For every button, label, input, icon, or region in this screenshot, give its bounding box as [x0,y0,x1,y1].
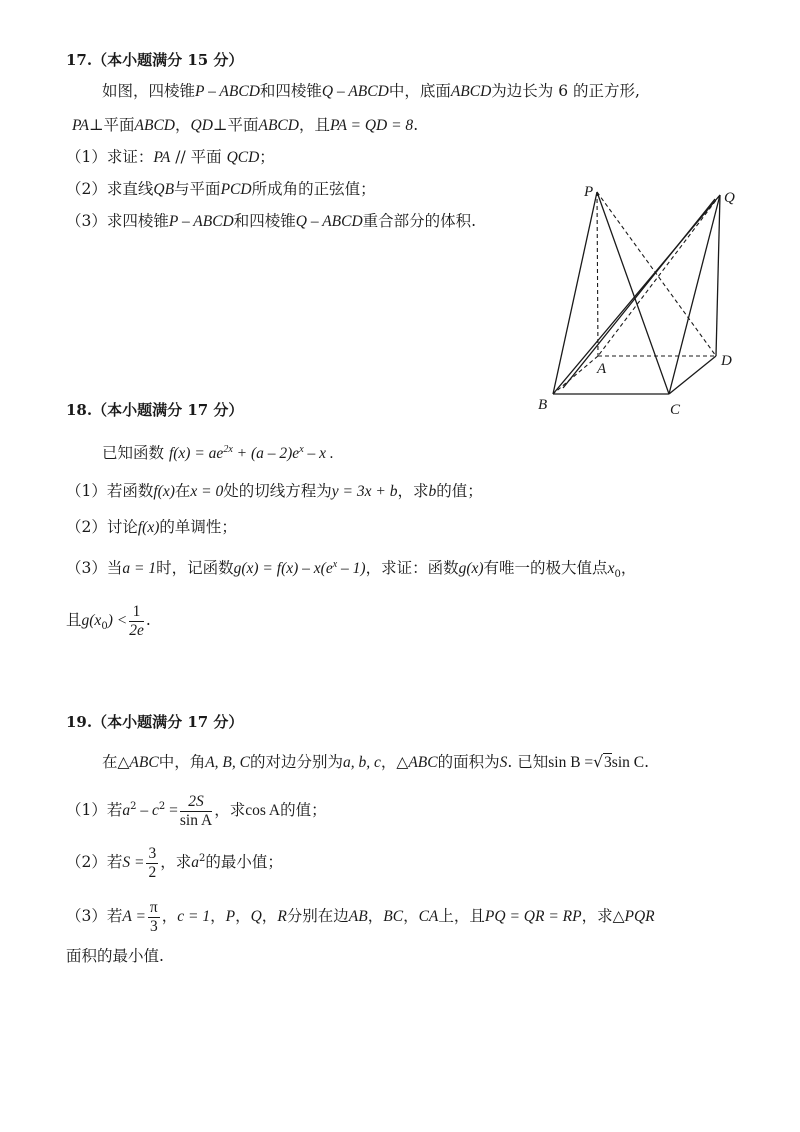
math: Q – ABCD [295,213,363,230]
math: AB [348,908,368,925]
q18-part2 [66,516,237,539]
q17-part2 [66,178,376,201]
q17-part3 [66,210,476,233]
text: 的对边分别为 [250,753,344,771]
text: 的值； [436,482,483,500]
text: 重合部分的体积. [362,212,477,230]
text: 处的切线方程为 [223,482,332,500]
text: 已知函数 [102,444,165,462]
math: A = [122,908,146,925]
math: P – ABCD [168,213,234,230]
math: = [165,802,178,819]
math: g(x) = f(x) – x(e [233,560,333,577]
edge-QB-parallel [563,199,715,388]
math: b [428,483,437,500]
function-expression [169,445,334,462]
math: – 1) [337,560,366,577]
text: 且 [66,611,82,629]
text: 有唯一的极大值点 [483,559,608,577]
label-Q: Q [724,190,735,206]
math: x = 0 [190,483,224,500]
text: ⊥平面 [212,116,259,134]
math: PA [153,149,171,166]
math: y = 3x + b [331,483,398,500]
q19-part3-line2: 面积的最小值. [66,947,164,965]
math: cos A [245,802,281,819]
math: BC [383,908,404,925]
pyramid-figure [528,176,764,416]
text: 中，底面 [388,82,451,100]
text: ，且 [298,116,330,134]
fraction [148,899,160,936]
math: S = [122,854,145,871]
text: （3）若 [66,907,123,925]
text: 为边长为 6 的正方形, [491,82,640,100]
q19-header: 19.（本小题满分 17 分） [66,713,244,731]
math: ABC [129,754,159,771]
label-D: D [721,353,732,369]
text: ， [210,907,226,925]
math: sin B = [548,754,594,771]
text: ，求 [214,801,246,819]
math: PCD [220,181,252,198]
text: . [644,753,650,771]
denominator: 2e [129,621,144,639]
math: g(x) [458,560,484,577]
math: Q – ABCD [321,83,389,100]
text: 的最小值； [205,853,283,871]
fraction [180,793,212,830]
math: f(x) = ae [168,445,224,462]
text: （2）讨论 [66,518,138,536]
math: CA [418,908,439,925]
q19-part3 [66,896,655,937]
math: S [499,754,508,771]
q18-part1 [66,480,483,503]
text: ，△ [380,753,409,771]
text: （1）若 [66,801,123,819]
math: f(x) [153,483,175,500]
q19-intro: 在△ABC中，角A, B, C的对边分别为a, b, c，△ABC的面积为S. 已知sin B =√3sin C. [102,753,650,771]
text: ， [235,907,251,925]
text: （2）若 [66,853,123,871]
math: R [277,908,287,925]
denominator: 2 [148,863,157,881]
edge-QD [716,195,720,356]
subscript: 0 [614,569,621,581]
math: – x . [303,445,334,462]
math: x [607,560,615,577]
text: （1）求证： [66,148,154,166]
math: QD [190,117,213,134]
edge-PA [597,192,598,356]
math: g(x [81,612,102,629]
math: P – ABCD [195,83,260,100]
text: ， [403,907,419,925]
math: A, B, C [205,754,250,771]
edge-QA [598,195,720,356]
text: 中，角 [158,753,206,771]
text: ， [175,116,191,134]
math: sin C [611,754,645,771]
text: ⊥平面 [88,116,135,134]
text: // 平面 [170,148,227,166]
text: 在 [174,482,191,500]
text: ， [161,907,178,925]
math: ) < [107,612,128,629]
math: ABCD [258,117,299,134]
q18-part3-line2 [66,600,151,641]
text: （3）求四棱锥 [66,212,169,230]
text: 上，且 [438,907,485,925]
math: a = 1 [122,560,157,577]
text: （2）求直线 [66,180,154,198]
math: QB [153,181,175,198]
edge-PD [597,192,716,356]
text: 的面积为 [437,753,500,771]
superscript: x [299,443,304,455]
math: ABC [408,754,438,771]
text: ，求△ [581,907,625,925]
math: a [122,802,131,819]
math: ABCD [450,83,492,100]
text: （1）若函数 [66,482,154,500]
text: . [413,116,419,134]
text: ， [261,907,278,925]
subscript: 0 [101,621,108,633]
text: . [145,611,151,629]
math: PQ = QR = RP [484,908,582,925]
numerator: 3 [148,844,157,862]
q17-conditions [72,114,418,137]
denominator: sin A [179,811,213,829]
text: （3）当 [66,559,123,577]
math: P [225,908,236,925]
superscript: 2x [223,443,233,455]
math: c = 1 [177,908,211,925]
q19-part2: （2）若S = $\frac{3}{2}$ ，求$a^2$的最小值； [66,844,283,881]
q19-part1: （1）若$a^2 - c^2$ = $\frac{2S}{\text{sin A}}$ ，求cos A的值； [66,792,327,829]
text: ， [620,559,637,577]
q18-part3 [66,557,636,580]
text: ； [259,148,275,166]
math: PA = QD = 8 [329,117,414,134]
label-B: B [538,397,548,413]
edge-PB [553,192,597,394]
text: . 已知 [507,753,549,771]
text: 分别在边 [286,907,349,925]
text: 所成角的正弦值； [251,180,376,198]
label-A: A [597,361,607,377]
math: – c [136,802,159,819]
q18-intro [102,442,334,465]
q17-header: 17.（本小题满分 15 分） [66,51,244,69]
edge-PC [597,192,669,394]
q17-part1 [66,146,275,169]
math: a, b, c [343,754,381,771]
denominator: 3 [149,917,158,935]
edge-CD [669,356,716,394]
math: ABCD [134,117,175,134]
math: + (a – 2)e [232,445,300,462]
text: 和四棱锥 [233,212,296,230]
fraction [129,603,144,640]
text: 与平面 [174,180,221,198]
sqrt-radicand: 3 [604,754,612,771]
label-C: C [670,402,681,416]
math: PA [72,117,89,134]
superscript: x [332,558,338,570]
numerator: 2S [180,793,212,812]
numerator: π [149,898,158,916]
text: 的单调性； [159,518,237,536]
math: Q [250,908,262,925]
q18-header: 18.（本小题满分 17 分） [66,401,244,419]
q17-intro [102,80,640,103]
text: 在△ [102,753,130,771]
text: 时，记函数 [156,559,234,577]
text: 的值； [280,801,327,819]
numerator: 1 [129,603,144,622]
math: PQR [624,908,655,925]
text: ， [367,907,384,925]
text: 如图，四棱锥 [102,82,196,100]
label-P: P [584,184,594,200]
text: ，求 [160,853,192,871]
text: 和四棱锥 [259,82,322,100]
text: ，求 [397,482,429,500]
fraction [146,845,158,882]
math: QCD [226,149,260,166]
text: ，求证：函数 [365,559,459,577]
math: f(x) [137,519,160,536]
math: a [191,854,199,871]
